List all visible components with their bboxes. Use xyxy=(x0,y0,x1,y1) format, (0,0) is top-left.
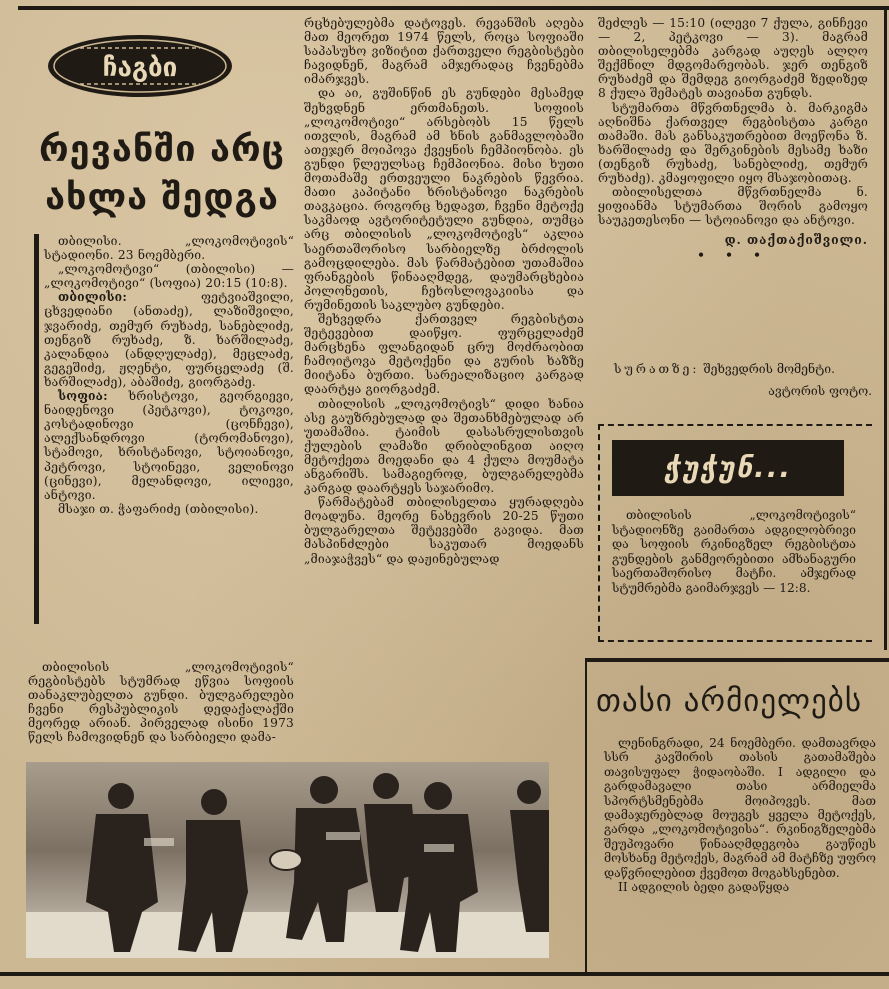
second-article-paragraph-1: ლენინგრადი, 24 ნოემბერი. დამთავრდა სსრ კავშირის თასის გათამაშება თავისუფალ ჭიდაობაში. I ადგილი და გარდამავალი თასი არმიელმა სპორტსმენებმა მოიპოვეს. მათ დამაჯერებლად მოუგეს ყველა მეტოქეს, გარდა „ლოკომოტივისა“. რკინიგზელებმა შეუპოვარი წინააღმდეგობა გაუწიეს მოსხანე მეტოქეს, მაგრამ ამ მატჩზე უფრო დაწვრილებით ქვემოთ მოგახსენებთ. xyxy=(604,736,876,880)
dateline-paragraph: თბილისი. „ლოკომოტივის“ სტადიონი. 23 ნოემბერი. xyxy=(44,234,294,263)
top-rule xyxy=(18,6,889,10)
photo-caption-line xyxy=(600,361,872,377)
brief-news-paragraph: თბილისის „ლოკომოტივის“ სტადიონზე გაიმართა ადგილობრივი და სოფიის რკინიგზელ რეგბისტთა გუნდების განმეორებითი ამხანაგური საერთაშორისო მატჩი. ამჯერად სტუმრებმა გაიმარჯვეს — 12:8. xyxy=(612,508,856,595)
match-photo xyxy=(26,762,549,958)
lineup-marker xyxy=(34,234,39,624)
col3-paragraph-1: შეძლეს — 15:10 (ილევი 7 ქულა, გინჩევი — 2, პეტკოვი — 3). მაგრამ თბილისელებმა კარგად აუღეს ალღო შექმნილ მდგომარეობას. ჯერ თენგიზ რუხაძემ და შემდეგ გიორგაძემ ზედიზედ 8 ქულა შემატეს თავიანთ გუნდს. xyxy=(598,16,868,101)
tbilisi-lineup-paragraph: თბილისი: ფეტვიაშვილი, ცხვედიანი (ანთაძე), ლაზიშვილი, ჯვარიძე, თემურ რუხაძე, სანებლიძე, თენგიზ რუხაძე, ზ. ხარშილაძე, კალანდია (ანდღულაძე), მეცლაძე, გეგეშიძე, ჟღენტი, ფურცელაძე (შ. ხარშილაძე), აბაშიძე, გიორგაძე. xyxy=(44,290,294,389)
photo-caption-text: შეხვედრის მომენტი. xyxy=(699,362,835,376)
brief-news-title: ჭუჭუნ... xyxy=(612,440,844,496)
col2-paragraph-4: თბილისის „ლოკომოტივს“ დიდი ხანია ასე გაუზრებულად და შეთანხმებულად არ უთამაშია. ტაიმის დასასრულისთვის ქულების ლამაზი დრიბლინგით აიღო მეტოქეთა მოედანი და 4 ქულა მოუმატა ანგარიშს. სამაგიეროდ, ბულგარელებმა კარგად დაარტყეს საჯარიმო. xyxy=(304,396,584,496)
photo-caption-lead: სურათზე: xyxy=(614,362,700,376)
article-column-1-bottom xyxy=(28,660,294,745)
col2-paragraph-1: რცხებულებმა დატოვეს. რევანშის აღება მათ მეორეთ 1974 წელს, როცა სოფიაში საპასუხო ვიზიტით ქართველი რეგბისტები ჩავიდნენ, მაგრამ ამჯერადაც ჩვენებმა იმარჯვეს. xyxy=(304,16,584,87)
article-column-1 xyxy=(44,234,294,516)
headline-line-2: ახლა შედგა xyxy=(45,177,279,218)
article-column-3 xyxy=(598,16,868,262)
col3-paragraph-3: თბილისელთა მწვრთნელმა ნ. ყიფიანმა სტუმართა შორის გამოყო საუკეთესონი — სტოიანოვი და ანტოვი. xyxy=(598,185,868,228)
rugby-ball-icon xyxy=(40,32,240,100)
sofia-lineup-paragraph: სოფია: ხრისტოვი, გეორგიევი, ნაიდენოვი (პეტკოვი), ტოკოვი, კოსტადინოვი (ცონჩევი), ალექსანდროვი (ტორომანოვი), სტამოვი, ხრისტანოვი, სტოიანოვი, პეტროვი, სტოინევი, ველინოვი (ცინევი), მელანდოვი, ილიევი, ანტოვი. xyxy=(44,389,294,502)
rugby-players-image xyxy=(26,762,549,958)
col3-paragraph-2: სტუმართა მწვრთნელმა ბ. მარკიგმა აღნიშნა ქართველ რეგბისტთა კარგი თამაში. მას განსაკუთრებით მოეწონა ზ. ხარშილაძე და შერკინების მესამე ხაზი (თენგიზ რუხაძე, სანებლიძე, თემურ რუხაძე). კმაყოფილი იყო მსაჯობითაც. xyxy=(598,100,868,186)
referee-paragraph: მსაჯი თ. ჭაფარიძე (თბილისი). xyxy=(58,501,259,516)
photo-caption xyxy=(600,361,872,399)
second-article-headline: თასი არმიელებს xyxy=(596,683,863,719)
rugby-section-logo xyxy=(40,32,240,100)
brief-news-text xyxy=(612,508,856,596)
photo-credit: ავტორის ფოტო. xyxy=(768,384,872,398)
rugby-section-label: ჩაგბი xyxy=(102,53,178,83)
second-article-text xyxy=(604,736,876,894)
article-column-2 xyxy=(304,16,584,566)
col2-paragraph-3: შეხვედრა ქართველ რეგბისტთა შეტევებით დაიწყო. ფურცელაძემ მარცხენა ფლანგიდან ცრუ მოძრაობით ჩამოიტოვა მეტოქენი და გურის ხაზზე მიიტანა ბურთი. სარეალიზაციო კარგად დაარტყა გიორგაძემ. xyxy=(304,311,584,397)
intro-paragraph: თბილისის „ლოკომოტივის“ რეგბისტებს სტუმრად ეწვია სოფიის თანაკლუბელთა გუნდი. ბულგარელები ჩვენი რესპუბლიკის დედაქალაქში მეორედ არიან. პირველად ისინი 1973 წელს ჩამოვიდნენ და სარბიელი დამა- xyxy=(28,660,294,745)
score-paragraph: „ლოკომოტივი“ (თბილისი) — „ლოკომოტივი“ (სოფია) 20:15 (10:8). xyxy=(44,262,294,291)
right-rule xyxy=(884,10,887,650)
col2-paragraph-5: წარმატებამ თბილისელთა ყურადღება მოადუნა. მეორე ნახევრის 20-25 წუთი ბულგარელთა შეტევებში გავიდა. მათ მასპინძლები საკუთარ მოედანს „მიაჯაჭვეს“ და დაჟინებულად xyxy=(304,495,584,566)
second-article-paragraph-2: II ადგილის ბედი გადაწყდა xyxy=(618,880,790,895)
col2-paragraph-2: და აი, გუშინწინ ეს გუნდები მესამედ შეხვდნენ ერთმანეთს. სოფიის „ლოკომოტივი“ არსებობს 15 წელს ითვლის, მაგრამ ამ ხნის განმავლობაში ათეჯერ მოიპოვა ქვეყნის ჩემპიონობა. ეს გუნდი წლეულსაც ჩემპიონია. მისი ხუთი მოთამაშე ერთვეული ნაკრების წევრია. მათი კაპიტანი ხრისტანოვი ნაკრების თავკაცია. როგორც ხედავთ, ჩვენი მეტოქე საკმაოდ ავტორიტეტული გუნდია, თუმცა არც თბილისის „ლოკომოტივს“ აკლია საერთაშორისო სარბიელზე ბრძოლის გამოცდილება. მას წარმატებით უთამაშია ფრანგების წინააღმდეგ, დაუმარცხებია პოლონეთის, ჩეხოსლოვაკიისა და რუმინეთის საკლუბო გუნდები. xyxy=(304,86,584,312)
bottom-rule xyxy=(0,972,889,976)
headline-line-1: რევანში არც xyxy=(39,129,285,170)
author-signature: დ. თაქთაქიშვილი. xyxy=(724,233,868,248)
headline xyxy=(22,126,302,222)
separator-stars: • • • xyxy=(697,247,769,262)
